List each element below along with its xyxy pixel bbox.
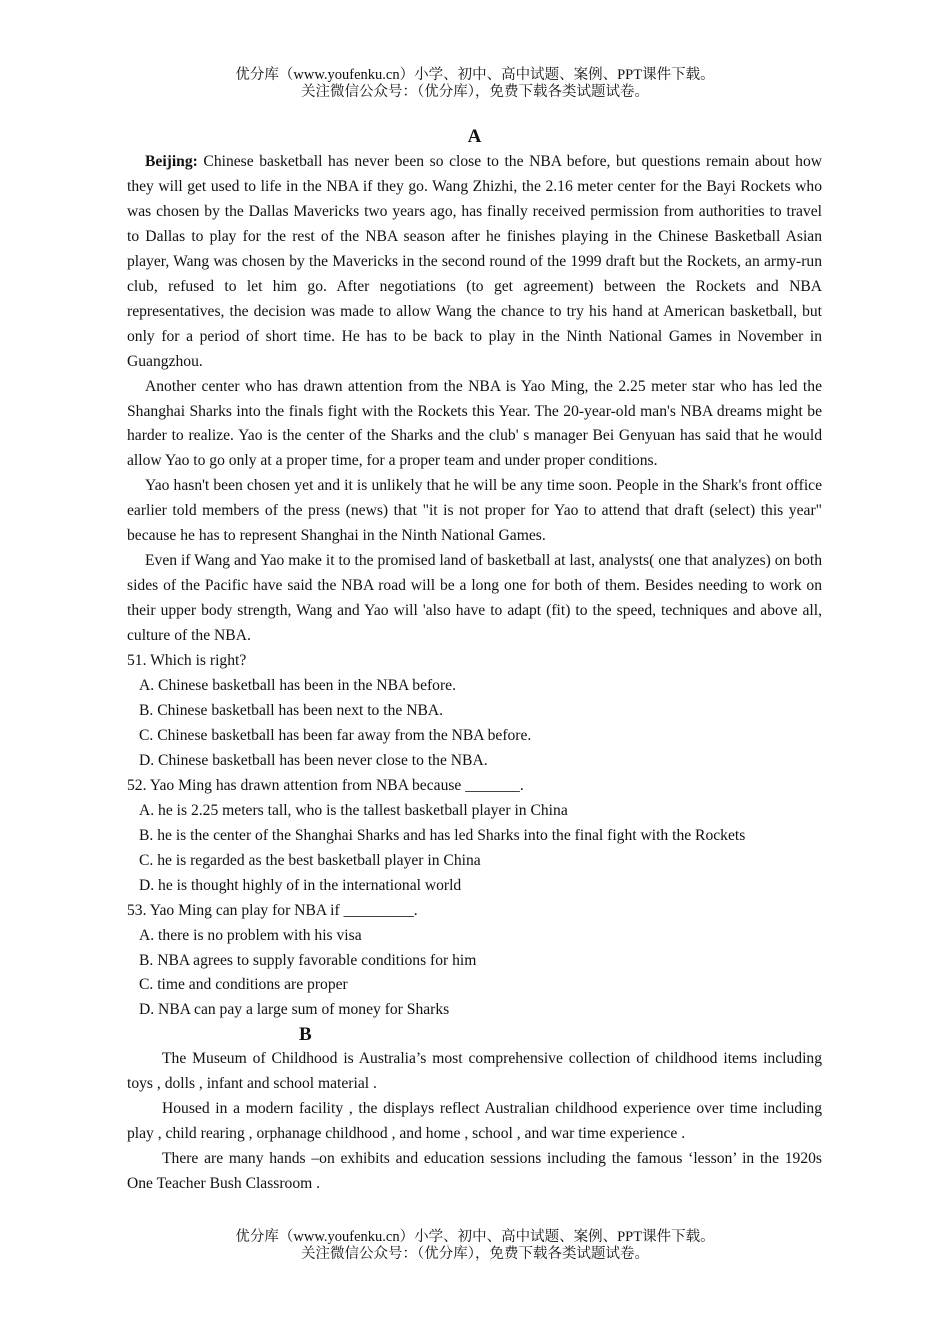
- option-a: A. there is no problem with his visa: [139, 926, 362, 944]
- footer-line-2: 关注微信公众号：（优分库），免费下载各类试题试卷。: [301, 1246, 649, 1262]
- section-a-paragraph-3: Yao hasn't been chosen yet and it is unlikely that he will be any time soon. People in the Shark's front office earlier told members of the press (news) that "it is not proper for Yao to attend that draft (select) this year" because he has to represent Shanghai in the Ninth National Games.: [127, 477, 822, 545]
- section-a-paragraph-1: [127, 150, 822, 375]
- option-d: D. NBA can pay a large sum of money for Sharks: [139, 1001, 450, 1019]
- question-stem: 53. Yao Ming can play for NBA if _________.: [127, 901, 418, 919]
- question-51: [127, 649, 822, 774]
- section-b-paragraph-1: The Museum of Childhood is Australia’s most comprehensive collection of childhood items including toys , dolls , infant and school material .: [127, 1050, 822, 1093]
- section-a-paragraph-1-text: Chinese basketball has never been so close to the NBA before, but questions remain about how they will get used to life in the NBA if they go. Wang Zhizhi, the 2.16 meter center for the Bayi Rockets who was chosen by the Dallas Mavericks two years ago, has finally received permission from authorities to travel to Dallas to play for the rest of the NBA season after he finishes playing in the Chinese Basketball Asian player, Wang was chosen by the Mavericks in the second round of the 1999 draft but the Rockets, an army-run club, refused to let him go. After negotiations (to get agreement) between the Rockets and NBA representatives, the decision was made to allow Wang the chance to try his hand at American basketball, but only for a period of short time. He has to be back to play in the Ninth National Games in November in Guangzhou.: [127, 153, 822, 370]
- header-line-1: 优分库（www.youfenku.cn）小学、初中、高中试题、案例、PPT课件下载。: [235, 67, 715, 83]
- section-a-paragraph-2: Another center who has drawn attention from the NBA is Yao Ming, the 2.25 meter star who has led the Shanghai Sharks into the finals fight with the Rockets this Year. The 20-year-old man's NBA dreams might be harder to realize. Yao is the center of the Sharks and the club' s manager Bei Genyuan has said that he would allow Yao to go only at a proper time, for a proper team and under proper conditions.: [127, 377, 822, 470]
- question-stem: 51. Which is right?: [127, 652, 247, 670]
- header-line-2: 关注微信公众号：（优分库），免费下载各类试题试卷。: [301, 84, 649, 100]
- section-b-title: B: [299, 1024, 312, 1046]
- option-d: D. Chinese basketball has been never close to the NBA.: [139, 751, 488, 769]
- section-b-paragraph-2: Housed in a modern facility , the displays reflect Australian childhood experience over time including play , child rearing , orphanage childhood , and home , school , and war time experience .: [127, 1100, 822, 1143]
- footer-line-1: 优分库（www.youfenku.cn）小学、初中、高中试题、案例、PPT课件下载。: [235, 1229, 715, 1245]
- option-a: A. Chinese basketball has been in the NBA before.: [139, 677, 456, 695]
- section-b-paragraph-3: There are many hands –on exhibits and education sessions including the famous ‘lesson’ in the 1920s One Teacher Bush Classroom .: [127, 1150, 822, 1193]
- option-b: B. NBA agrees to supply favorable conditions for him: [139, 951, 477, 969]
- question-stem: 52. Yao Ming has drawn attention from NBA because _______.: [127, 776, 524, 794]
- question-53: [127, 899, 822, 1024]
- page-footer: [0, 1229, 950, 1263]
- option-d: D. he is thought highly of in the international world: [139, 876, 462, 894]
- option-b: B. Chinese basketball has been next to the NBA.: [139, 701, 444, 719]
- document-body: [127, 124, 822, 1197]
- option-c: C. time and conditions are proper: [139, 976, 348, 994]
- section-a-title: A: [467, 126, 482, 147]
- option-c: C. Chinese basketball has been far away from the NBA before.: [139, 726, 532, 744]
- option-c: C. he is regarded as the best basketball player in China: [139, 851, 481, 869]
- question-52: [127, 774, 822, 899]
- section-a-paragraph-4: Even if Wang and Yao make it to the promised land of basketball at last, analysts( one that analyzes) on both sides of the Pacific have said the NBA road will be a long one for both of them. Besides needing to work on their upper body strength, Wang and Yao will 'also have to adapt (fit) to the speed, techniques and above all, culture of the NBA.: [127, 552, 822, 645]
- dateline: Beijing:: [145, 153, 198, 170]
- option-b: B. he is the center of the Shanghai Sharks and has led Sharks into the final fight with the Rockets: [139, 826, 746, 844]
- option-a: A. he is 2.25 meters tall, who is the tallest basketball player in China: [139, 801, 568, 819]
- page-header: [0, 67, 950, 101]
